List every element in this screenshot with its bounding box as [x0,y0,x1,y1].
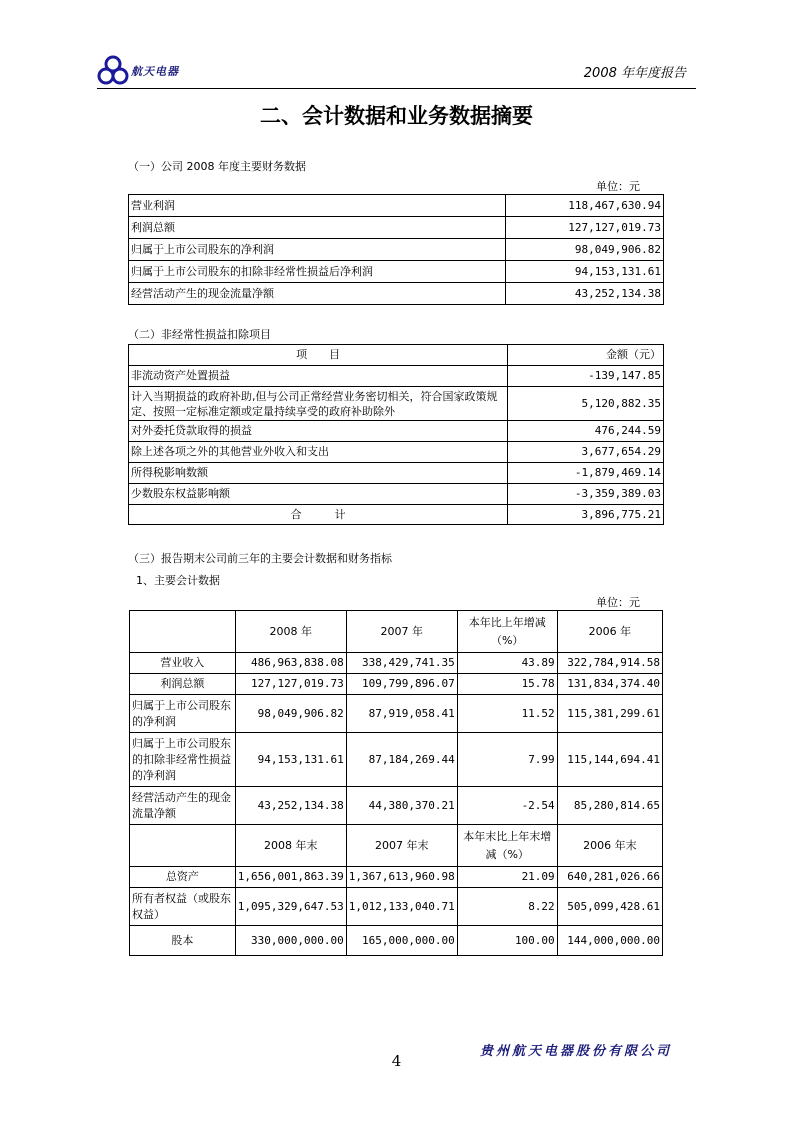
table-header-row [129,345,664,366]
value-2007: 109,799,896.07 [346,674,457,695]
total-row [129,505,664,525]
row-label: 利润总额 [129,217,506,239]
page-number: 4 [391,1052,402,1070]
value-change: 11.52 [457,695,557,733]
value-2007-end: 1,367,613,960.98 [346,867,457,888]
value-2006: 115,381,299.61 [557,695,662,733]
value-2008: 94,153,131.61 [235,733,346,787]
row-value: 476,244.59 [508,421,664,442]
table-row [129,442,664,463]
table-row [129,239,664,261]
main-financial-table [128,194,664,305]
col-2007-end: 2007 年末 [346,825,457,867]
row-value: -3,359,389.03 [508,484,664,505]
table-row [129,261,664,283]
value-change: 43.89 [457,653,557,674]
value-change-end: 100.00 [457,926,557,956]
row-value: 94,153,131.61 [506,261,664,283]
value-change: 7.99 [457,733,557,787]
value-2008: 98,049,906.82 [235,695,346,733]
value-2007: 44,380,370.21 [346,787,457,825]
value-2008: 486,963,838.08 [235,653,346,674]
row-value: -139,147.85 [508,366,664,387]
row-label: 经营活动产生的现金流量净额 [130,787,236,825]
page-title: 二、会计数据和业务数据摘要 [260,104,533,128]
table-row [130,695,663,733]
col-2006: 2006 年 [557,611,662,653]
value-change-end: 8.22 [457,888,557,926]
col-2008-end: 2008 年末 [235,825,346,867]
table-row [129,366,664,387]
row-label: 所得税影响数额 [129,463,508,484]
row-label: 归属于上市公司股东的净利润 [129,239,506,261]
table-row [130,926,663,956]
table-row [130,733,663,787]
company-logo-icon [97,55,129,87]
row-value: 127,127,019.73 [506,217,664,239]
table-row [129,217,664,239]
row-value: -1,879,469.14 [508,463,664,484]
value-2006: 85,280,814.65 [557,787,662,825]
value-2006: 115,144,694.41 [557,733,662,787]
col-2008: 2008 年 [235,611,346,653]
table-row [130,674,663,695]
row-label: 非流动资产处置损益 [129,366,508,387]
table-row [129,283,664,305]
logo-text: 航天电器 [131,65,179,78]
row-label: 营业利润 [129,195,506,217]
value-change: 15.78 [457,674,557,695]
col-change: 本年比上年增减（%） [457,611,557,653]
table-row [130,867,663,888]
table-row [129,484,664,505]
row-label: 利润总额 [130,674,236,695]
col-change-end: 本年末比上年末增减（%） [457,825,557,867]
table-row [130,888,663,926]
section1-unit: 单位：元 [596,180,640,193]
row-label: 股本 [130,926,236,956]
table-header-row [130,825,663,867]
table-row [130,787,663,825]
value-2008: 43,252,134.38 [235,787,346,825]
total-value: 3,896,775.21 [508,505,664,525]
section1-heading: （一）公司 2008 年度主要财务数据 [128,160,306,173]
value-2006: 322,784,914.58 [557,653,662,674]
row-label: 计入当期损益的政府补助,但与公司正常经营业务密切相关，符合国家政策规定、按照一定标准定额或定量持续享受的政府补助除外 [129,387,508,421]
value-2006-end: 640,281,026.66 [557,867,662,888]
footer-company: 贵州航天电器股份有限公司 [480,1044,673,1059]
value-2007: 87,184,269.44 [346,733,457,787]
table-row [129,463,664,484]
section3-subheading: 1、主要会计数据 [136,574,220,587]
table-row [129,195,664,217]
table-header-row [130,611,663,653]
col-item-header: 项 目 [129,345,508,366]
row-value: 98,049,906.82 [506,239,664,261]
row-label: 经营活动产生的现金流量净额 [129,283,506,305]
row-value: 43,252,134.38 [506,283,664,305]
report-year: 2008 年年度报告 [583,66,686,81]
blank-header-cell [130,825,236,867]
row-label: 营业收入 [130,653,236,674]
value-2008-end: 1,656,001,863.39 [235,867,346,888]
total-label: 合 计 [129,505,508,525]
row-label: 对外委托贷款取得的损益 [129,421,508,442]
section3-unit: 单位：元 [596,596,640,609]
value-2007: 87,919,058.41 [346,695,457,733]
row-label: 归属于上市公司股东的扣除非经常性损益后净利润 [129,261,506,283]
value-2008: 127,127,019.73 [235,674,346,695]
blank-header-cell [130,611,236,653]
value-2006-end: 505,099,428.61 [557,888,662,926]
col-2007: 2007 年 [346,611,457,653]
non-recurring-table [128,344,664,525]
row-label: 归属于上市公司股东的净利润 [130,695,236,733]
row-value: 3,677,654.29 [508,442,664,463]
section3-heading: （三）报告期末公司前三年的主要会计数据和财务指标 [128,552,392,565]
row-label: 除上述各项之外的其他营业外收入和支出 [129,442,508,463]
value-2008-end: 1,095,329,647.53 [235,888,346,926]
value-2008-end: 330,000,000.00 [235,926,346,956]
table-row [129,387,664,421]
value-2006-end: 144,000,000.00 [557,926,662,956]
table-row [130,653,663,674]
accounting-data-table [129,610,663,956]
row-label: 所有者权益（或股东权益） [130,888,236,926]
header-divider [97,88,696,89]
row-value: 118,467,630.94 [506,195,664,217]
row-label: 总资产 [130,867,236,888]
col-2006-end: 2006 年末 [557,825,662,867]
value-2007: 338,429,741.35 [346,653,457,674]
value-2006: 131,834,374.40 [557,674,662,695]
row-label: 归属于上市公司股东的扣除非经常性损益的净利润 [130,733,236,787]
section2-heading: （二）非经常性损益扣除项目 [128,328,271,341]
value-2007-end: 165,000,000.00 [346,926,457,956]
row-label: 少数股东权益影响额 [129,484,508,505]
value-change: -2.54 [457,787,557,825]
table-row [129,421,664,442]
value-2007-end: 1,012,133,040.71 [346,888,457,926]
col-amount-header: 金额（元） [508,345,664,366]
row-value: 5,120,882.35 [508,387,664,421]
value-change-end: 21.09 [457,867,557,888]
